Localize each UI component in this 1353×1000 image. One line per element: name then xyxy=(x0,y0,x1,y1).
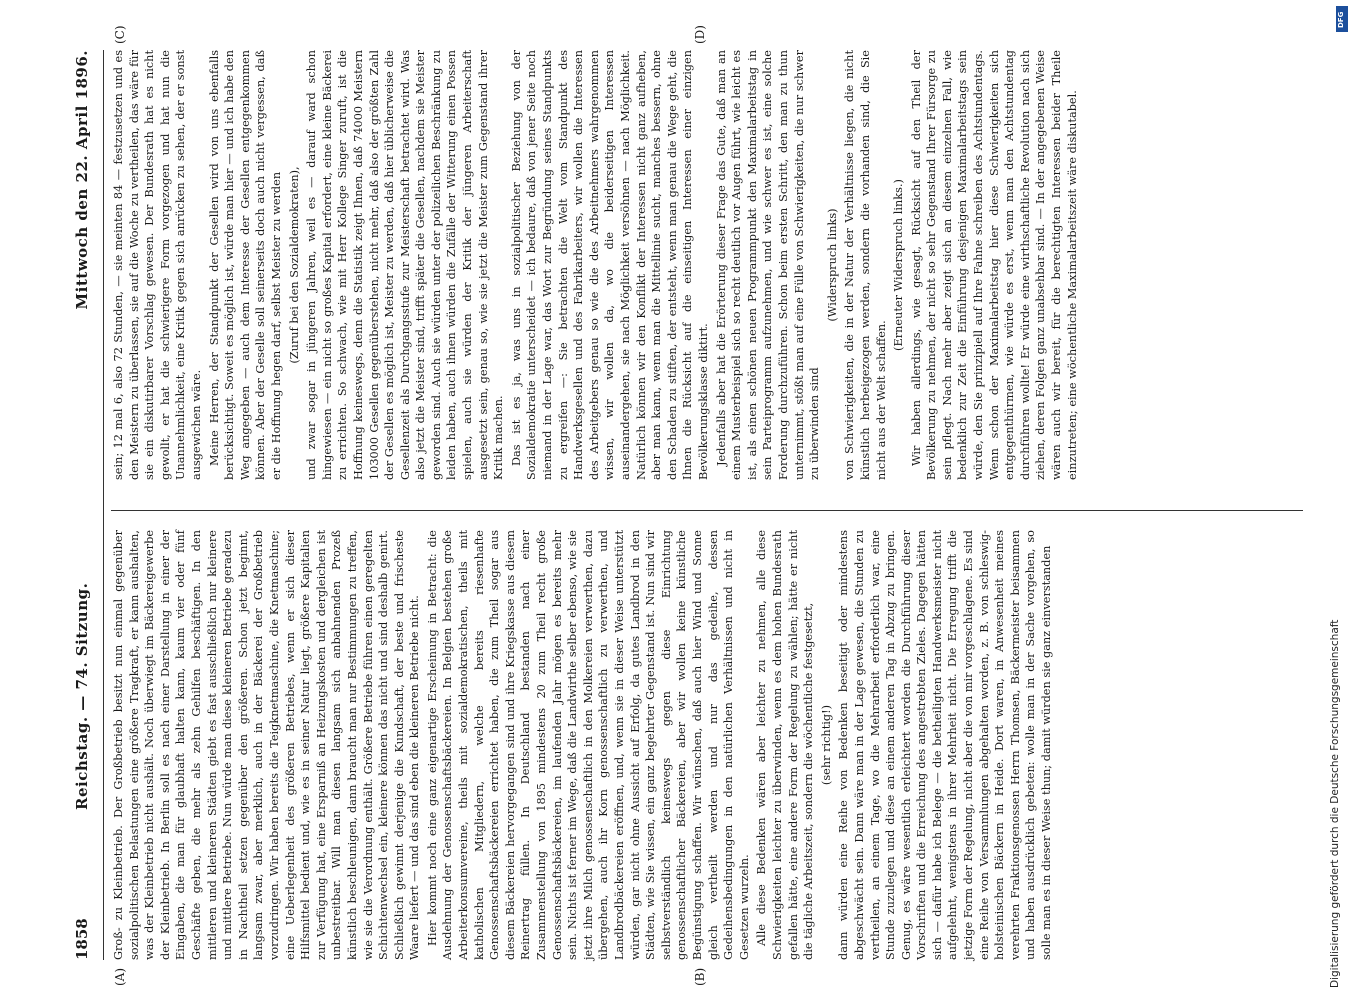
interjection: (sehr richtig!) xyxy=(819,704,833,786)
paragraph: Alle diese Bedenken wären aber leichter zu nehmen, alle diese Schwierigkeiten leichter zu überwinden, wenn es dem hohen Bundesrath gefallen hätte, eine andere Form der Regelung zu wählen; hätte er nicht die tägliche Arbeitszeit, sondern die wöchentliche festgesetzt, xyxy=(755,530,816,960)
margin-marker-b: (B) xyxy=(693,967,707,986)
margin-marker-c: (C) xyxy=(113,25,127,44)
interjection: (Erneuter Widerspruch links.) xyxy=(892,179,906,351)
credit-text: Digitalisierung gefördert durch die Deutsche Forschungsgemeinschaft xyxy=(1329,619,1341,988)
paragraph: Meine Herren, der Standpunkt der Gesellen wird von uns ebenfalls berücksichtigt. Soweit es möglich ist, würde man hier — und ich habe den Weg angegeben — auch dem Interesse der Gesellen entgegenkommen können. Aber der Geselle soll seinerseits doch auch nicht vergessen, daß er die Hoffnung hegen darf, selbst Meister zu werden xyxy=(207,50,283,480)
session-title: Reichstag. — 74. Sitzung. xyxy=(73,582,91,810)
text-column-right xyxy=(111,50,1303,480)
page-number: 1858 xyxy=(73,918,91,960)
margin-marker-d: (D) xyxy=(693,25,707,44)
margin-marker-a: (A) xyxy=(113,967,127,986)
header-rule xyxy=(103,50,104,960)
paragraph: und zwar sogar in jüngeren Jahren, weil es — darauf ward schon hingewiesen — ein nicht so großes Kapital erfordert, eine kleine Bäckerei zu errichten. So schwach, wie mit Herr Kollege Singer zuruft, ist die Hoffnung keineswegs, denn die Statistik zeigt Ihnen, daß 74000 Meistern 103000 Gesellen gegenüberstehen, nicht mehr, daß also der größten Zahl der Gesellen es möglich ist, Meister zu werden, daß hier üblicherweise die Gesellenzeit als Durchgangsstufe zur Meisterschaft betrachtet wird. Was also jetzt die Meister sind, trifft später die Gesellen, nachdem sie Meister geworden sind. Auch sie würden unter der polizeilichen Beschränkung zu leiden haben, auch ihnen würden die Zufälle der Witterung einen Possen spielen, auch sie würden der Kritik der jüngeren Arbeiterschaft ausgesetzt sein, genau so, wie sie jetzt die Meister zum Gegenstand ihrer Kritik machen. xyxy=(305,50,506,480)
paragraph: Jedenfalls aber hat die Erörterung dieser Frage das Gute, daß man an einem Musterbeispiel sich so recht deutlich vor Augen führt, wie leicht es ist, als einen schönen neuen Programmpunkt den Maximalarbeitstag in sein Parteiprogramm aufzunehmen, und wie schwer es ist, eine solche Forderung durchzuführen. Schon beim ersten Schritt, den man zu thun unternimmt, stößt man auf eine Fülle von Schwierigkeiten, die nur schwer zu überwinden sind xyxy=(714,50,822,480)
column-divider xyxy=(111,510,1303,511)
paragraph: Das ist es ja, was uns in sozialpolitischer Beziehung von der Sozialdemokratie unterscheidet — ich bedaure, daß von jener Seite noch niemand in der Lage war, das Wort zur Begründung seines Standpunkts zu ergreifen —: Sie betrachten die Welt vom Standpunkt des Handwerksgesellen und des Fabrikarbeiters, wir wollen die Interessen des Arbeitgebers genau so wie die des Arbeitnehmers wahrgenommen wissen, wir wollen da, wo die beiderseitigen Interessen auseinandergehen, sie nach Möglichkeit versöhnen — nach Möglichkeit. Natürlich können wir den Konflikt der Interessen nicht ganz aufheben, aber man kann, wenn man die Mittellinie sucht, manches bessern, ohne den Schaden zu stiften, der entsteht, wenn man genau die Wege geht, die Ihnen die Rücksicht auf die einseitigen Interessen einer einzigen Bevölkerungsklasse diktirt. xyxy=(509,50,710,480)
paragraph: Groß- zu Kleinbetrieb. Der Großbetrieb besitzt nun einmal gegenüber sozialpolitischen Belastungen eine größere Tragkraft, er kann aushalten, was der Kleinbetrieb nicht aushält. Noch überwiegt im Bäckereigewerbe der Kleinbetrieb. In Berlin soll es nach einer Darstellung in einer der Eingaben, die man für glaubhaft halten kann, kaum vier oder fünf Geschäfte geben, die mehr als zehn Gehilfen beschäftigen. In den mittleren und kleineren Städten giebt es fast ausschließlich nur kleinere und mittlere Betriebe. Nun würde man diese kleineren Betriebe geradezu in Nachtheil setzen gegenüber den größeren. Schon jetzt beginnt, langsam zwar, aber merklich, auch in der Bäckerei der Großbetrieb vorzudringen. Wir haben bereits die Teigknetmaschine, die Knetmaschine; eine Ueberlegenheit des größeren Betriebes, wenn er sich dieser Hilfsmittel bedient und, wie es in seiner Natur liegt, größere Kapitalien zur Verfügung hat, eine Ersparniß an Heizungskosten und dergleichen ist unbestreitbar. Will man diesen langsam sich anbahnenden Prozeß künstlich beschleunigen, dann braucht man nur Bestimmungen zu treffen, wie sie die Verordnung enthält. Größere Betriebe führen einen geregelten Schichtenwechsel ein, kleinere können das nicht und sind deshalb genirt. Schließlich gewinnt derjenige die Kundschaft, der beste und frischeste Waare liefert — und das sind eben die kleineren Betriebe nicht. xyxy=(112,530,422,960)
paragraph: Wir haben allerdings, wie gesagt, Rücksicht auf den Theil der Bevölkerung zu nehmen, der nicht so sehr Gegenstand Ihrer Fürsorge zu sein pflegt. Nach mehr aber zeigt sich an diesem einzelnen Fall, wie bedenklich zur Zeit die Einführung desjenigen Maximalarbeitstags sein würde, den Sie prinzipiell auf Ihre Fahne schreiben des Achtstundentags. Wenn schon der Maximalarbeitstag hier diese Schwierigkeiten sich entgegenthürmen, wie würde es erst, wenn man den Achtstundentag durchführen wollte! Er würde eine wirthschaftliche Revolution nach sich ziehen, deren Folgen ganz unabsehbar sind. — In der angegebenen Weise wären auch wir bereit, für die berechtigten Interessen beider Theile einzutreten; eine wöchentliche Maximalarbeitszeit wäre diskutabel. xyxy=(909,50,1079,480)
document-page xyxy=(53,25,1333,990)
interjection: (Zuruf bei den Sozialdemokraten), xyxy=(287,166,301,364)
session-date: Mittwoch den 22. April 1896. xyxy=(73,50,91,310)
dfg-logo-text: DFG xyxy=(1337,11,1345,28)
dfg-logo xyxy=(1336,6,1348,32)
running-head xyxy=(71,50,99,960)
paragraph: sein; 12 mal 6, also 72 Stunden, — sie meinten 84 — festzusetzen und es den Meistern zu überlassen, sie auf die Woche zu vertheilen, das wäre für sie ein diskutirbarer Vorschlag gewesen. Der Bundesrath hat es nicht gewollt, er hat die schwierigere Form vorgezogen und hat nun die Unannehmlichkeit, eine Kritik gegen sich anrücken zu sehen, der er sonst ausgewichen wäre. xyxy=(112,50,203,480)
text-column-left xyxy=(111,530,1303,960)
paragraph: dann würden eine Reihe von Bedenken beseitigt oder mindestens abgeschwächt sein. Dann wäre man in der Lage gewesen, die Stunden zu vertheilen, an einem Tage, wo die Mehrarbeit erforderlich war, eine Stunde zuzulegen und diese an einem anderen Tag in Abzug zu bringen. Genug, es wäre wesentlich erleichtert worden die Durchführung dieser Vorschriften und die Erreichung des angestrebten Zieles. Dagegen hätten sich — dafür habe ich Belege — die betheiligten Handwerksmeister nicht aufgelehnt, wenigstens in ihrer Mehrheit nicht. Die Erregung trifft die jetzige Form der Regelung, nicht aber die von mir vorgeschlagene. Es sind eine Reihe von Versammlungen abgehalten worden, z. B. von schleswig-holsteinischen Bäckern in Heide. Dort waren, in Anwesenheit meines verehrten Fraktionsgenossen Herrn Thomsen, Bäckermeister beisammen und haben ausdrücklich gebeten: wolle man in der Sache vorgehen, so solle man es in dieser Weise thun; damit würden sie ganz einverstanden xyxy=(837,530,1054,960)
paragraph: von Schwierigkeiten, die in der Natur der Verhältnisse liegen, die nicht künstlich herbeigezogen werden, sondern die vorhanden sind, die Sie nicht aus der Welt schaffen. xyxy=(843,50,888,480)
paragraph: Hier kommt noch eine ganz eigenartige Erscheinung in Betracht: die Ausdehnung der Genossenschaftsbäckereien. In Belgien bestehen große Arbeiterkonsumvereine, theils mit sozialdemokratischen, theils mit katholischen Mitgliedern, welche bereits riesenhafte Genossenschaftsbäckereien errichtet haben, die zum Theil sogar aus diesem Bäckereien hervorgegangen sind und ihre Kriegskasse aus diesem Reinertrag füllen. In Deutschland bestanden nach einer Zusammenstellung von 1895 mindestens 20 zum Theil recht große Genossenschaftsbäckereien, im laufenden Jahr mögen es bereits mehr sein. Nichts ist ferner im Wege, daß die Landwirthe selber ebenso, wie sie jetzt ihre Milch genossenschaftlich in den Molkereien verwerthen, dazu übergehen, auch ihr Korn genossenschaftlich zu verwerthen, und Landbrodbäckereien eröffnen, und, wenn sie in dieser Weise unterstützt würden, gar nicht ohne Aussicht auf Erfolg, da gutes Landbrod in den Städten, wie Sie wissen, ein ganz begehrter Gegenstand ist. Nun sind wir selbstverständlich keineswegs gegen diese Einrichtung genossenschaftlicher Bäckereien, aber wir wollen keine künstliche Begünstigung schaffen. Wir wünschen, daß auch hier Wind und Sonne gleich vertheilt werden und nur das gedeihe, dessen Gedeihensbedingungen in den natürlichen Verhältnissen und nicht in Gesetzen wurzeln. xyxy=(425,530,751,960)
digitization-credit xyxy=(1325,8,1347,993)
interjection: (Widerspruch links) xyxy=(825,208,839,322)
